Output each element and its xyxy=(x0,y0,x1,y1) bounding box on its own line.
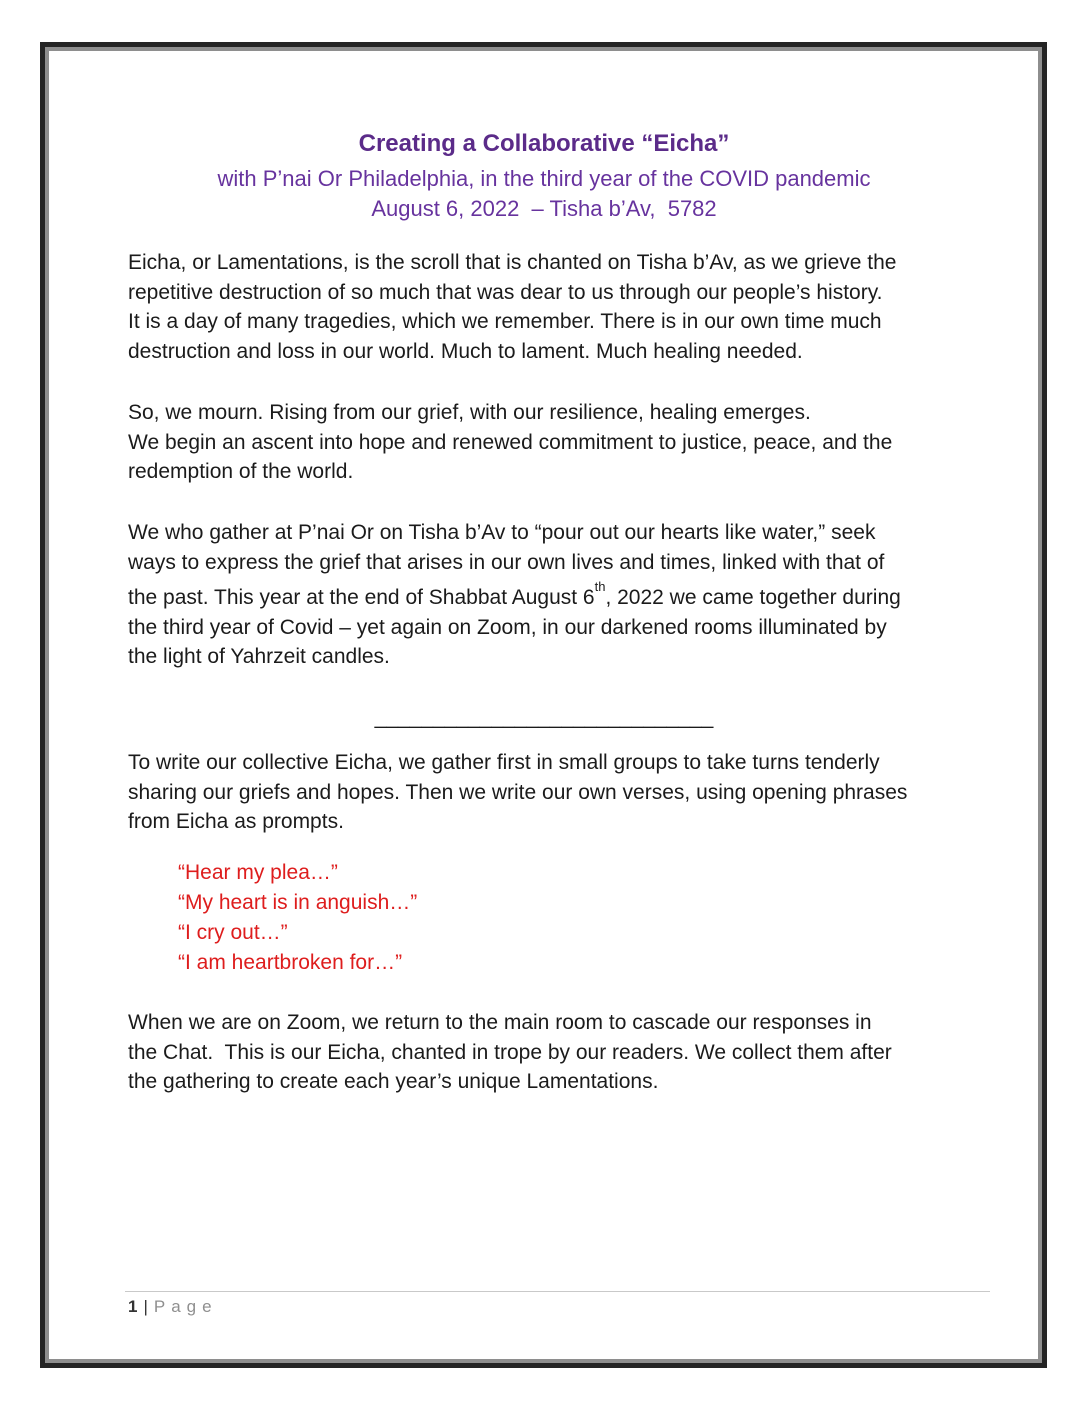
ordinal-superscript: th xyxy=(594,578,606,594)
paragraph-line: It is a day of many tragedies, which we remember. There is in our own time much xyxy=(128,310,882,333)
line-text: , 2022 we came together during xyxy=(605,586,901,609)
page-number: 1 xyxy=(128,1297,138,1316)
paragraph-line: sharing our griefs and hopes. Then we write our own verses, using opening phrases xyxy=(128,780,908,804)
paragraph-line: So, we mourn. Rising from our grief, with our resilience, healing emerges. xyxy=(128,401,811,424)
footer-divider-rule xyxy=(125,1291,990,1292)
section-divider-line: _____________________________ xyxy=(374,706,714,729)
paragraph-line: We begin an ascent into hope and renewed commitment to justice, peace, and the xyxy=(128,430,893,454)
paragraph-line: Eicha, or Lamentations, is the scroll that is chanted on Tisha b’Av, as we grieve the xyxy=(128,251,897,274)
document-title: Creating a Collaborative “Eicha” xyxy=(358,130,730,157)
page-border-frame xyxy=(40,42,1047,1368)
document-subtitle: with P’nai Or Philadelphia, in the third year of the COVID pandemic xyxy=(217,166,871,191)
footer-separator: | xyxy=(143,1297,148,1316)
paragraph-line: the Chat. This is our Eicha, chanted in trope by our readers. We collect them after xyxy=(128,1040,892,1064)
prompt-quotes-list xyxy=(178,858,417,978)
paragraph-line: the gathering to create each year’s unique Lamentations. xyxy=(128,1070,659,1093)
prompt-quote: “I am heartbroken for…” xyxy=(178,951,403,974)
paragraph-line: destruction and loss in our world. Much to lament. Much healing needed. xyxy=(128,339,803,363)
line-text: the past. This year at the end of Shabbat August 6 xyxy=(128,586,595,609)
paragraph-line: To write our collective Eicha, we gather first in small groups to take turns tenderly xyxy=(128,751,880,774)
paragraph-1 xyxy=(128,248,1028,366)
paragraph-line: redemption of the world. xyxy=(128,460,354,483)
paragraph-5 xyxy=(128,1008,1028,1097)
footer-page-label: Page xyxy=(153,1297,218,1316)
paragraph-line: When we are on Zoom, we return to the main room to cascade our responses in xyxy=(128,1011,872,1034)
prompt-quote: “My heart is in anguish…” xyxy=(178,891,418,914)
paragraph-line: We who gather at P’nai Or on Tisha b’Av to “pour out our hearts like water,” seek xyxy=(128,521,876,544)
paragraph-4 xyxy=(128,748,1028,837)
paragraph-line: repetitive destruction of so much that was dear to us through our people’s history. xyxy=(128,280,883,304)
page-footer xyxy=(128,1297,218,1317)
prompt-quote: “Hear my plea…” xyxy=(178,861,338,884)
document-date-line: August 6, 2022 – Tisha b’Av, 5782 xyxy=(371,196,717,221)
prompt-quote: “I cry out…” xyxy=(178,921,288,944)
paragraph-line xyxy=(128,577,1028,613)
paragraph-line: ways to express the grief that arises in our own lives and times, linked with that of xyxy=(128,550,885,574)
paragraph-line: the third year of Covid – yet again on Zoom, in our darkened rooms illuminated by xyxy=(128,615,887,639)
paragraph-line: from Eicha as prompts. xyxy=(128,810,344,833)
paragraph-2 xyxy=(128,398,1028,487)
paragraph-3 xyxy=(128,518,1028,672)
paragraph-line: the light of Yahrzeit candles. xyxy=(128,645,390,668)
